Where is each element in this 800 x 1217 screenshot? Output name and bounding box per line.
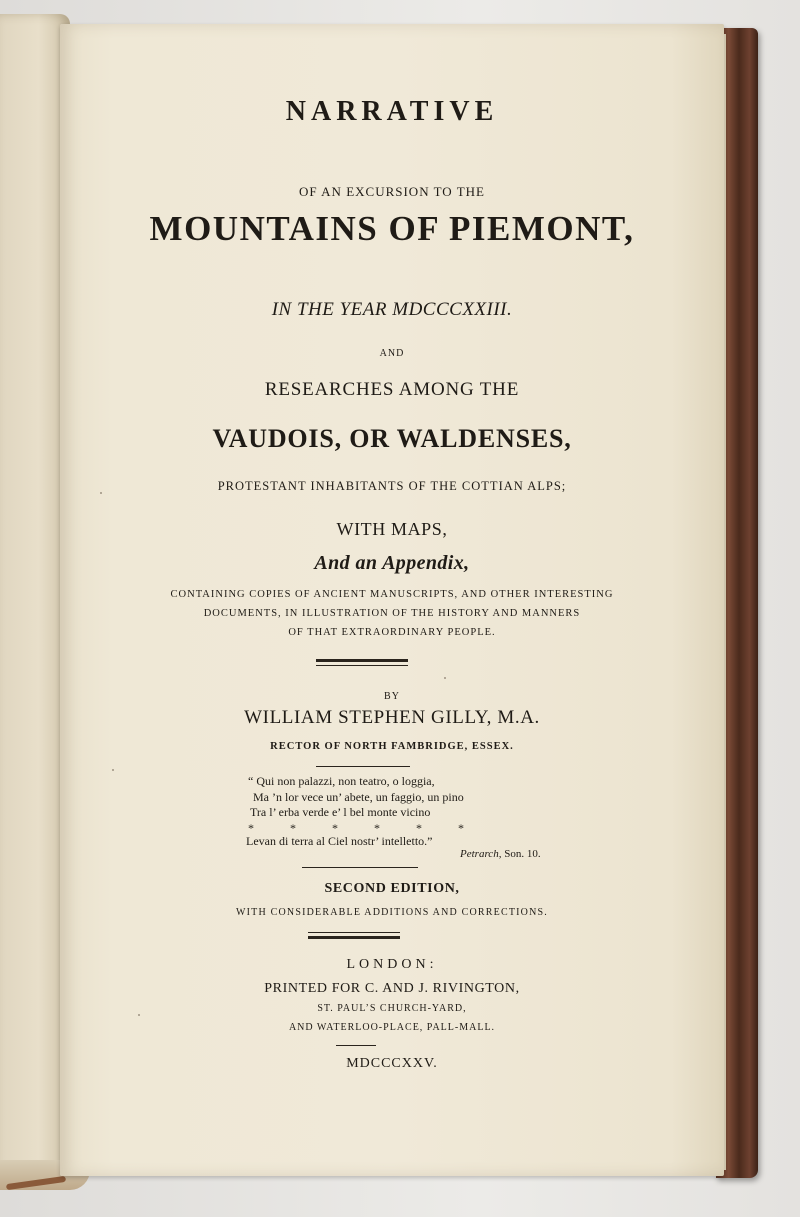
title: NARRATIVE — [285, 96, 499, 127]
quote-line-2: Ma ’n lor vece un’ abete, un faggio, un pino — [253, 790, 464, 804]
vaudois-title: VAUDOIS, OR WALDENSES, — [212, 424, 572, 453]
quote-source: Petrarch, — [460, 848, 502, 860]
paper-speck — [100, 492, 102, 494]
title-page — [60, 24, 724, 1176]
quote-rule-bottom — [302, 867, 418, 868]
main-title: MOUNTAINS OF PIEMONT, — [149, 209, 635, 248]
edition-line: SECOND EDITION, — [324, 881, 460, 896]
star-5: * — [416, 821, 422, 835]
double-rule-bottom — [316, 665, 408, 666]
by-label: BY — [384, 691, 400, 702]
containing-line-1: CONTAINING COPIES OF ANCIENT MANUSCRIPTS, AND OTHER INTERESTING — [170, 589, 614, 600]
quote-line-4: Levan di terra al Ciel nostr’ intelletto.” — [246, 834, 433, 848]
paper-speck — [444, 677, 446, 679]
paper-speck — [112, 769, 114, 771]
quote-line-1: “ Qui non palazzi, non teatro, o loggia, — [248, 774, 435, 788]
paper-speck — [138, 1014, 140, 1016]
imprint-address-2: AND WATERLOO-PLACE, PALL-MALL. — [288, 1022, 496, 1033]
short-rule — [336, 1045, 376, 1046]
containing-line-2: DOCUMENTS, IN ILLUSTRATION OF THE HISTORY AND MANNERS — [203, 608, 581, 619]
star-4: * — [374, 821, 380, 835]
quote-line-3: Tra l’ erba verde e’ l bel monte vicino — [250, 805, 431, 819]
imprint-address-1: ST. PAUL’S CHURCH-YARD, — [317, 1003, 467, 1014]
double-rule-top — [316, 659, 408, 662]
star-3: * — [332, 821, 338, 835]
edition-note: WITH CONSIDERABLE ADDITIONS AND CORRECTIONS. — [236, 907, 548, 918]
double-rule-2-top — [308, 932, 400, 933]
imprint-city: LONDON: — [346, 957, 438, 972]
author-name: WILLIAM STEPHEN GILLY, M.A. — [244, 707, 540, 728]
subtitle: OF AN EXCURSION TO THE — [299, 184, 485, 199]
and-connector: AND — [379, 348, 405, 359]
star-6: * — [458, 821, 464, 835]
quote-attribution — [460, 848, 541, 860]
star-2: * — [290, 821, 296, 835]
star-1: * — [248, 821, 254, 835]
with-maps-line: WITH MAPS, — [336, 519, 448, 539]
imprint-printer: PRINTED FOR C. AND J. RIVINGTON, — [264, 981, 520, 996]
protestant-line: PROTESTANT INHABITANTS OF THE COTTIAN ALPS; — [217, 479, 567, 493]
quote-rule-top — [316, 766, 410, 767]
appendix-line: And an Appendix, — [314, 552, 470, 574]
containing-line-3: OF THAT EXTRAORDINARY PEOPLE. — [288, 627, 496, 638]
double-rule-2-bottom — [308, 936, 400, 939]
imprint-date: MDCCCXXV. — [346, 1056, 438, 1071]
quote-reference: Son. 10. — [504, 848, 541, 860]
author-title: RECTOR OF NORTH FAMBRIDGE, ESSEX. — [270, 741, 514, 752]
year-line: IN THE YEAR MDCCCXXIII. — [271, 299, 513, 320]
researches-line: RESEARCHES AMONG THE — [264, 379, 520, 400]
